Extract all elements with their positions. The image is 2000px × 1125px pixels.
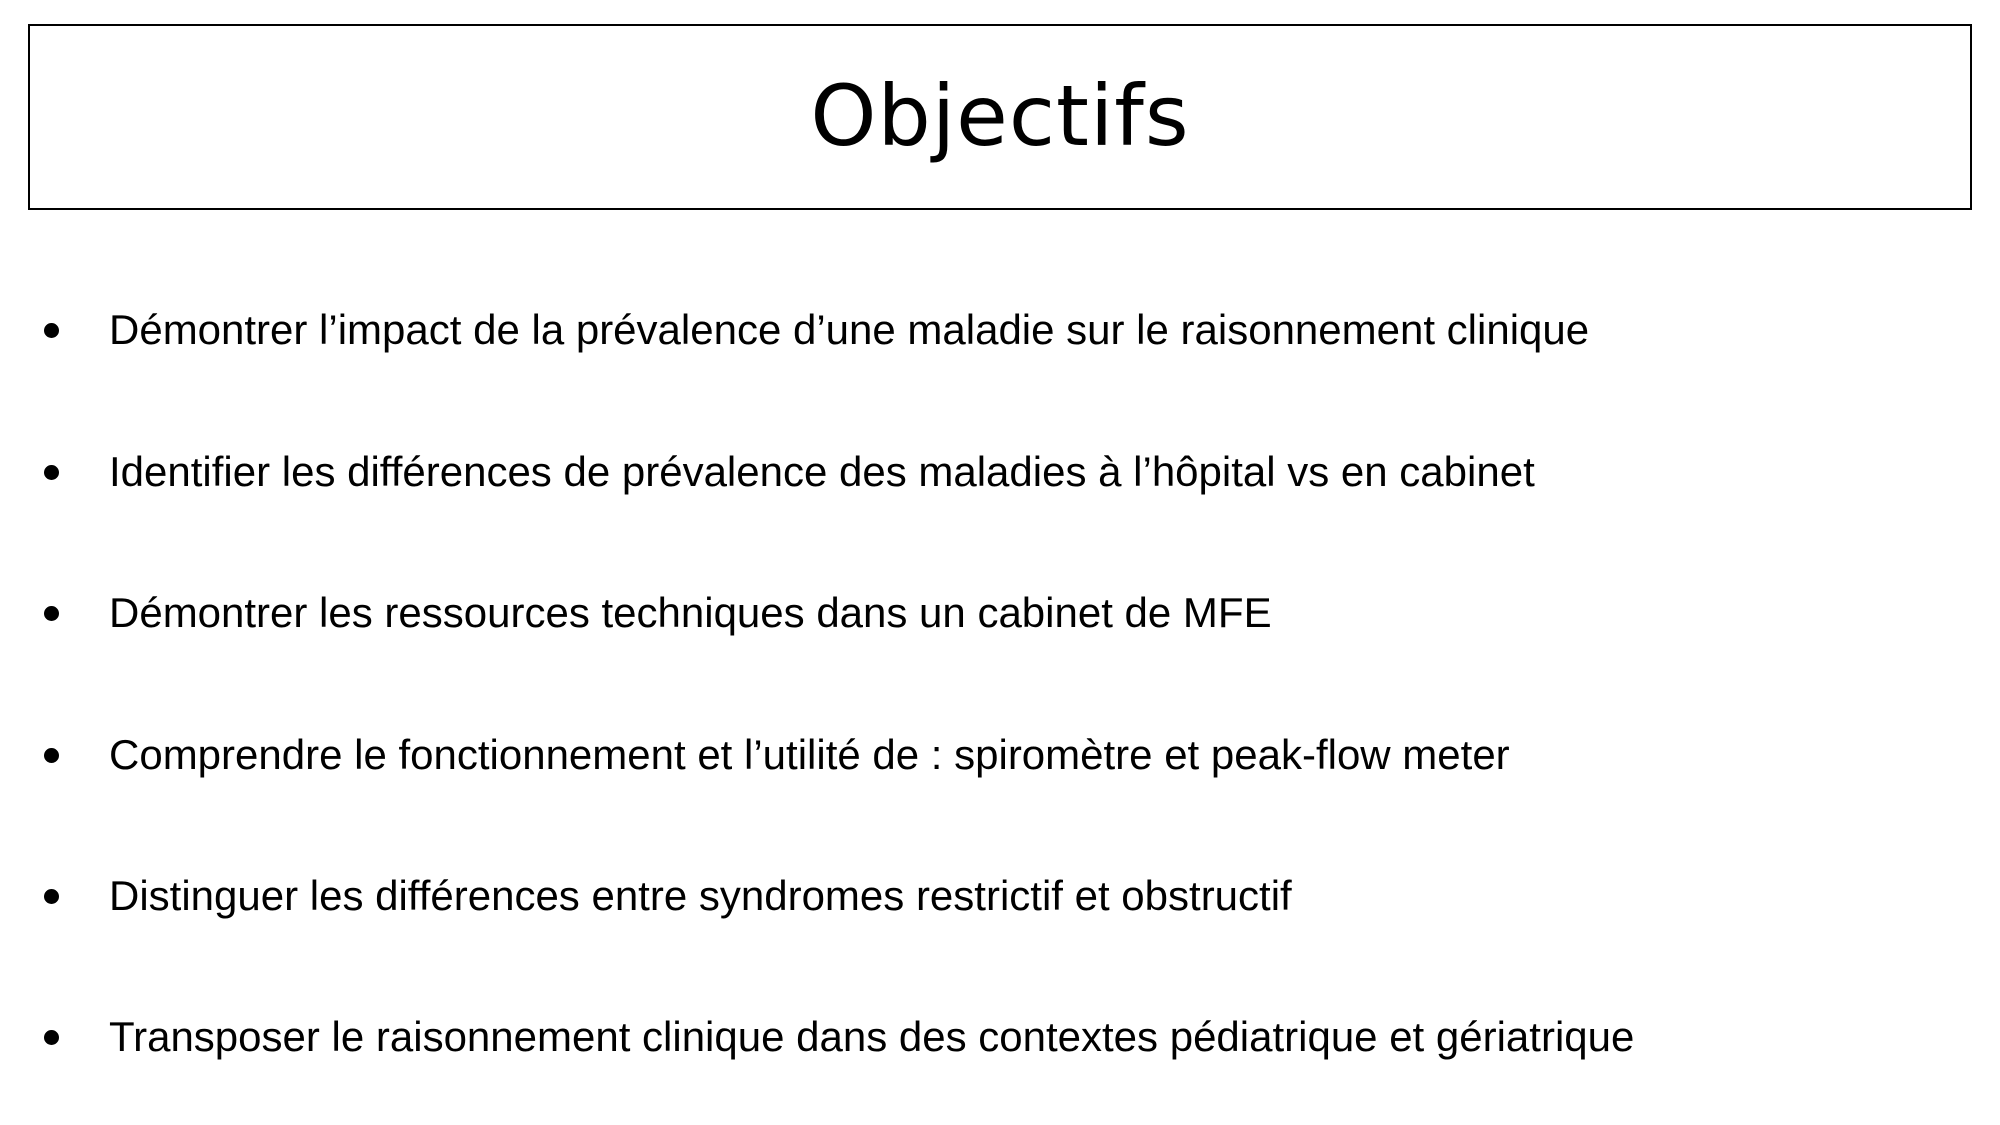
bullet-icon [44,323,59,338]
bullet-icon [44,1030,59,1045]
list-item-text: Distinguer les différences entre syndromes restrictif et obstructif [109,872,1292,919]
list-item-text: Démontrer l’impact de la prévalence d’une maladie sur le raisonnement clinique [109,306,1590,353]
list-item [38,300,1589,360]
slide-title: Objectifs [810,67,1190,165]
list-item-text: Comprendre le fonctionnement et l’utilité de : spiromètre et peak-flow meter [109,731,1510,778]
list-item [38,866,1292,926]
list-item [38,583,1272,643]
bullet-icon [44,748,59,763]
list-item [38,1007,1634,1067]
list-item [38,442,1535,502]
bullet-icon [44,889,59,904]
bullet-icon [44,606,59,621]
list-item [38,725,1510,785]
list-item-text: Transposer le raisonnement clinique dans des contextes pédiatrique et gériatrique [109,1013,1635,1060]
list-item-text: Démontrer les ressources techniques dans un cabinet de MFE [109,589,1272,636]
bullet-icon [44,465,59,480]
list-item-text: Identifier les différences de prévalence des maladies à l’hôpital vs en cabinet [109,448,1535,495]
